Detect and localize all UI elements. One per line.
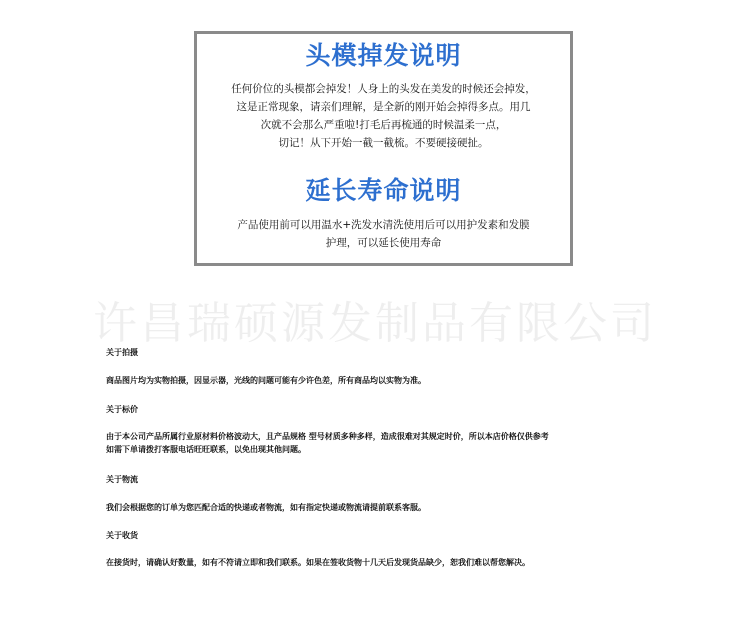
hair-shedding-line: 切记！从下开始一截一截梳。不要硬接硬扯。 <box>278 137 489 149</box>
photo-heading: 关于拍摄 <box>106 348 138 357</box>
price-text-line: 如需下单请拨打客服电话旺旺联系，以免出现其他问题。 <box>106 445 306 454</box>
notice-box <box>194 31 573 266</box>
price-heading: 关于标价 <box>106 405 138 414</box>
logistics-text: 我们会根据您的订单为您匹配合适的快递或者物流，如有指定快递或物流请提前联系客服。 <box>106 503 426 512</box>
hair-shedding-text <box>197 80 570 152</box>
hair-shedding-line: 次就不会那么严重啦!打毛后再梳通的时候温柔一点， <box>260 119 507 131</box>
receive-text: 在接货时，请确认好数量，如有不符请立即和我们联系。如果在签收货物十几天后发现货品缺少，恕我们难以帮您解决。 <box>106 558 530 567</box>
lifespan-text <box>197 216 570 252</box>
hair-shedding-line: 任何价位的头模都会掉发！人身上的头发在美发的时候还会掉发， <box>231 83 536 95</box>
price-text <box>106 430 666 456</box>
price-text-line: 由于本公司产品所属行业原材料价格波动大，且产品规格 型号材质多种多样，造成很难对其规定时价，所以本店价格仅供参考 <box>106 432 549 441</box>
lifespan-line: 产品使用前可以用温水+洗发水清洗使用后可以用护发素和发膜 <box>237 219 530 231</box>
logistics-heading: 关于物流 <box>106 475 138 484</box>
hair-shedding-line: 这是正常现象，请亲们理解，是全新的刚开始会掉得多点。用几 <box>236 101 531 113</box>
lifespan-line: 护理，可以延长使用寿命 <box>325 237 442 249</box>
hair-shedding-title: 头模掉发说明 <box>305 41 462 70</box>
company-watermark: 许昌瑞硕源发制品有限公司 <box>93 298 657 349</box>
lifespan-title: 延长寿命说明 <box>305 176 462 205</box>
receive-heading: 关于收货 <box>106 531 138 540</box>
photo-text: 商品图片均为实物拍摄，因显示器，光线的问题可能有少许色差，所有商品均以实物为准。 <box>106 376 426 385</box>
